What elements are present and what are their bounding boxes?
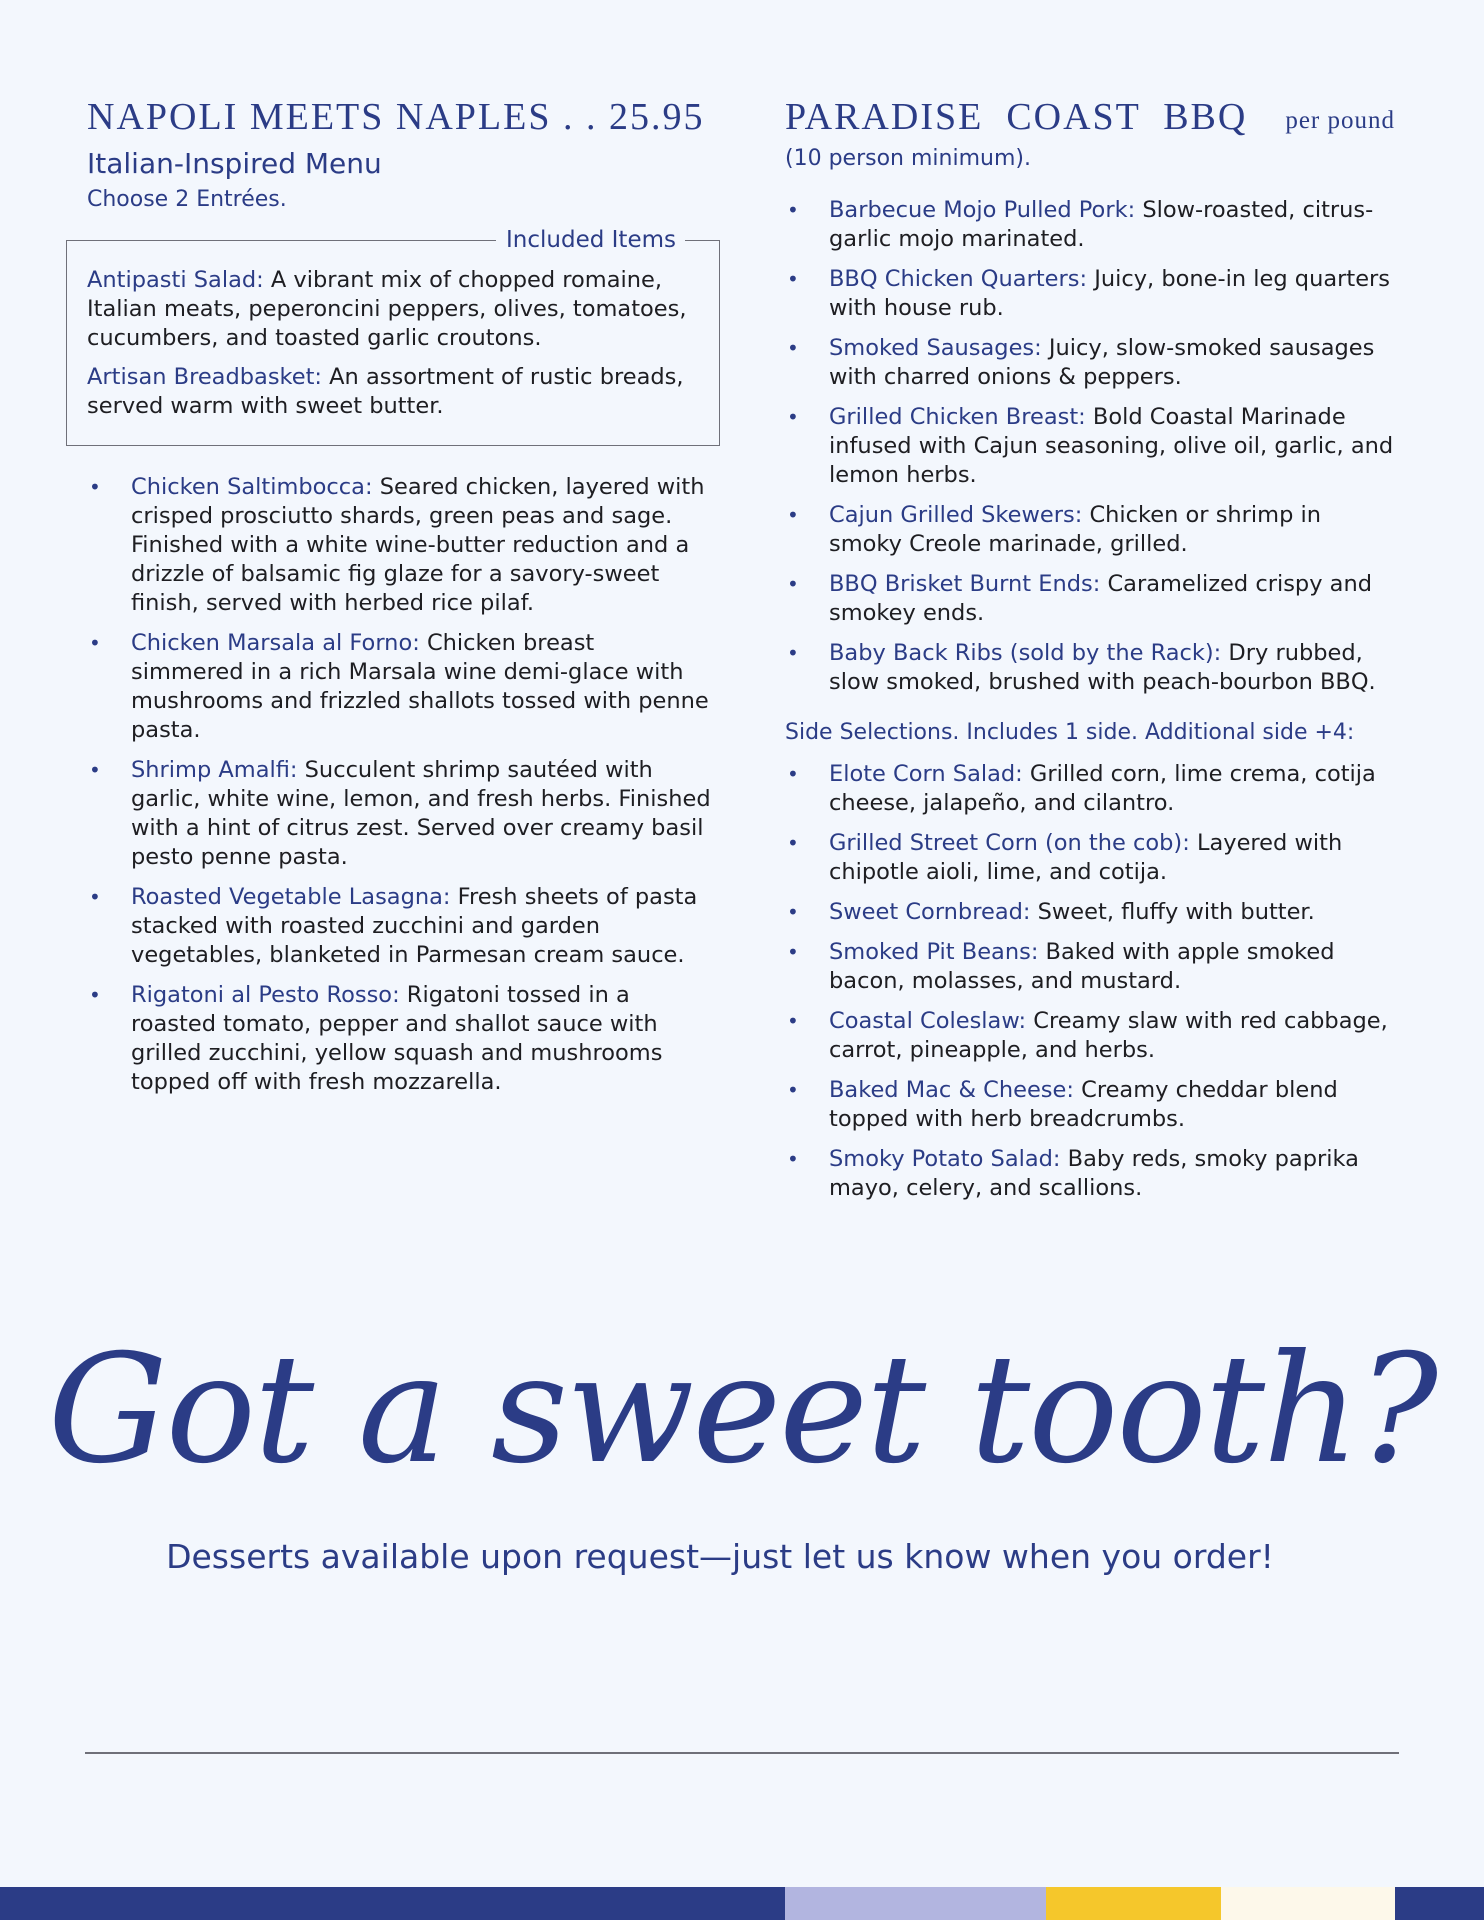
list-item: [785, 639, 1400, 697]
included-items-box: [66, 227, 720, 446]
bullet-icon: •: [787, 940, 799, 964]
bullet-icon: •: [787, 762, 799, 786]
list-item: [785, 1145, 1400, 1203]
item-name: Smoked Pit Beans:: [829, 939, 1039, 965]
item-desc: Baked with apple smoked bacon, molasses, and mustard.: [829, 939, 1335, 994]
item-desc: Sweet, fluffy with butter.: [1030, 899, 1315, 925]
item-desc: Layered with chipotle aioli, lime, and cotija.: [829, 830, 1343, 885]
color-stripe-lavender: [785, 1887, 1046, 1920]
item-desc: Juicy, bone-in leg quarters with house rub.: [829, 266, 1391, 321]
item-desc: Baby reds, smoky paprika mayo, celery, and scallions.: [829, 1146, 1359, 1201]
list-item: [785, 570, 1400, 628]
list-item: [785, 1007, 1400, 1065]
item-name: Smoky Potato Salad:: [829, 1146, 1061, 1172]
item-name: Barbecue Mojo Pulled Pork:: [829, 197, 1136, 223]
item-name: Chicken Saltimbocca:: [131, 474, 373, 500]
list-item: [87, 629, 711, 745]
item-desc: Grilled corn, lime crema, cotija cheese, jalapeño, and cilantro.: [829, 761, 1376, 816]
item-name: Artisan Breadbasket:: [87, 364, 323, 390]
item-name: Roasted Vegetable Lasagna:: [131, 884, 451, 910]
list-item: [785, 898, 1400, 927]
bullet-icon: •: [787, 267, 799, 291]
bullet-icon: •: [89, 885, 101, 909]
included-items-label: Included Items: [496, 226, 685, 254]
list-item: [87, 473, 711, 618]
bullet-icon: •: [787, 1009, 799, 1033]
item-name: Smoked Sausages:: [829, 335, 1042, 361]
list-item: [87, 981, 711, 1097]
bullet-icon: •: [787, 1147, 799, 1171]
napoli-subtitle: Italian-Inspired Menu: [87, 147, 382, 180]
color-stripe-navy: [0, 1887, 785, 1920]
item-desc: Rigatoni tossed in a roasted tomato, pepper and shallot sauce with grilled zucchini, yellow squash and mushrooms topped off with fresh mozzarella.: [131, 982, 663, 1095]
entree-list: [87, 473, 711, 1108]
item-desc: Bold Coastal Marinade infused with Cajun seasoning, olive oil, garlic, and lemon herbs.: [829, 404, 1394, 488]
bbq-title-suffix: per pound: [1285, 107, 1395, 134]
color-stripe-cream: [1221, 1887, 1395, 1920]
bullet-icon: •: [787, 405, 799, 429]
bullet-icon: •: [787, 1078, 799, 1102]
list-item: [87, 756, 711, 872]
napoli-title: NAPOLI MEETS NAPLES . . 25.95: [87, 96, 705, 138]
list-item: [785, 1076, 1400, 1134]
bullet-icon: •: [787, 572, 799, 596]
list-item: [785, 938, 1400, 996]
item-name: Grilled Chicken Breast:: [829, 404, 1086, 430]
item-name: Chicken Marsala al Forno:: [131, 630, 420, 656]
item-desc: Chicken breast simmered in a rich Marsala wine demi-glace with mushrooms and frizzled shallots tossed with penne pasta.: [131, 630, 709, 743]
list-item: [785, 760, 1400, 818]
item-desc: A vibrant mix of chopped romaine, Italian meats, peperoncini peppers, olives, tomatoes, cucumbers, and toasted garlic croutons.: [87, 267, 687, 351]
item-name: BBQ Brisket Burnt Ends:: [829, 571, 1101, 597]
item-name: Antipasti Salad:: [87, 267, 264, 293]
list-item: [785, 829, 1400, 887]
bbq-list: [785, 196, 1400, 708]
included-item-antipasti: [87, 266, 707, 353]
bullet-icon: •: [787, 900, 799, 924]
divider: [85, 1752, 1399, 1754]
list-item: [785, 403, 1400, 490]
bullet-icon: •: [89, 983, 101, 1007]
bullet-icon: •: [787, 503, 799, 527]
item-name: Baby Back Ribs (sold by the Rack):: [829, 640, 1222, 666]
item-desc: An assortment of rustic breads, served warm with sweet butter.: [87, 364, 684, 419]
item-desc: Slow-roasted, citrus-garlic mojo marinated.: [829, 197, 1374, 252]
bullet-icon: •: [89, 758, 101, 782]
bbq-title-text: PARADISE COAST BBQ: [785, 96, 1248, 138]
item-desc: Juicy, slow-smoked sausages with charred onions & peppers.: [829, 335, 1375, 390]
item-name: Shrimp Amalfi:: [131, 757, 298, 783]
item-desc: Creamy slaw with red cabbage, carrot, pineapple, and herbs.: [829, 1008, 1388, 1063]
list-item: [785, 334, 1400, 392]
item-desc: Dry rubbed, slow smoked, brushed with peach-bourbon BBQ.: [829, 640, 1376, 695]
color-stripe-yellow: [1046, 1887, 1221, 1920]
item-name: BBQ Chicken Quarters:: [829, 266, 1088, 292]
item-name: Grilled Street Corn (on the cob):: [829, 830, 1190, 856]
item-desc: Seared chicken, layered with crisped prosciutto shards, green peas and sage. Finished with a white wine-butter reduction and a drizzle of balsamic fig glaze for a savory-sweet finish, served with herbed rice pilaf.: [131, 474, 705, 616]
item-name: Cajun Grilled Skewers:: [829, 502, 1083, 528]
sides-list: [785, 760, 1400, 1214]
included-item-breadbasket: [87, 363, 707, 421]
list-item: [785, 501, 1400, 559]
item-name: Coastal Coleslaw:: [829, 1008, 1027, 1034]
dessert-note: Desserts available upon request—just let us know when you order!: [166, 1537, 1274, 1576]
bullet-icon: •: [89, 631, 101, 655]
bullet-icon: •: [787, 641, 799, 665]
bbq-note: (10 person minimum).: [785, 146, 1031, 171]
color-stripe-navy-end: [1395, 1887, 1484, 1920]
list-item: [785, 196, 1400, 254]
item-desc: Creamy cheddar blend topped with herb breadcrumbs.: [829, 1077, 1338, 1132]
bbq-title: [785, 98, 1395, 136]
item-name: Sweet Cornbread:: [829, 899, 1031, 925]
bullet-icon: •: [787, 336, 799, 360]
napoli-note: Choose 2 Entrées.: [87, 187, 287, 212]
item-name: Baked Mac & Cheese:: [829, 1077, 1074, 1103]
item-desc: Chicken or shrimp in smoky Creole marinade, grilled.: [829, 502, 1322, 557]
bullet-icon: •: [89, 475, 101, 499]
list-item: [87, 883, 711, 970]
item-name: Elote Corn Salad:: [829, 761, 1023, 787]
item-desc: Fresh sheets of pasta stacked with roasted zucchini and garden vegetables, blanketed in Parmesan cream sauce.: [131, 884, 698, 968]
item-desc: Caramelized crispy and smokey ends.: [829, 571, 1373, 626]
item-name: Rigatoni al Pesto Rosso:: [131, 982, 400, 1008]
item-desc: Succulent shrimp sautéed with garlic, white wine, lemon, and fresh herbs. Finished with a hint of citrus zest. Served over creamy basil pesto penne pasta.: [131, 757, 711, 870]
sides-heading: Side Selections. Includes 1 side. Additional side +4:: [785, 720, 1355, 745]
sweet-tooth-script: Got a sweet tooth?: [47, 1323, 1437, 1497]
bullet-icon: •: [787, 831, 799, 855]
list-item: [785, 265, 1400, 323]
bullet-icon: •: [787, 198, 799, 222]
